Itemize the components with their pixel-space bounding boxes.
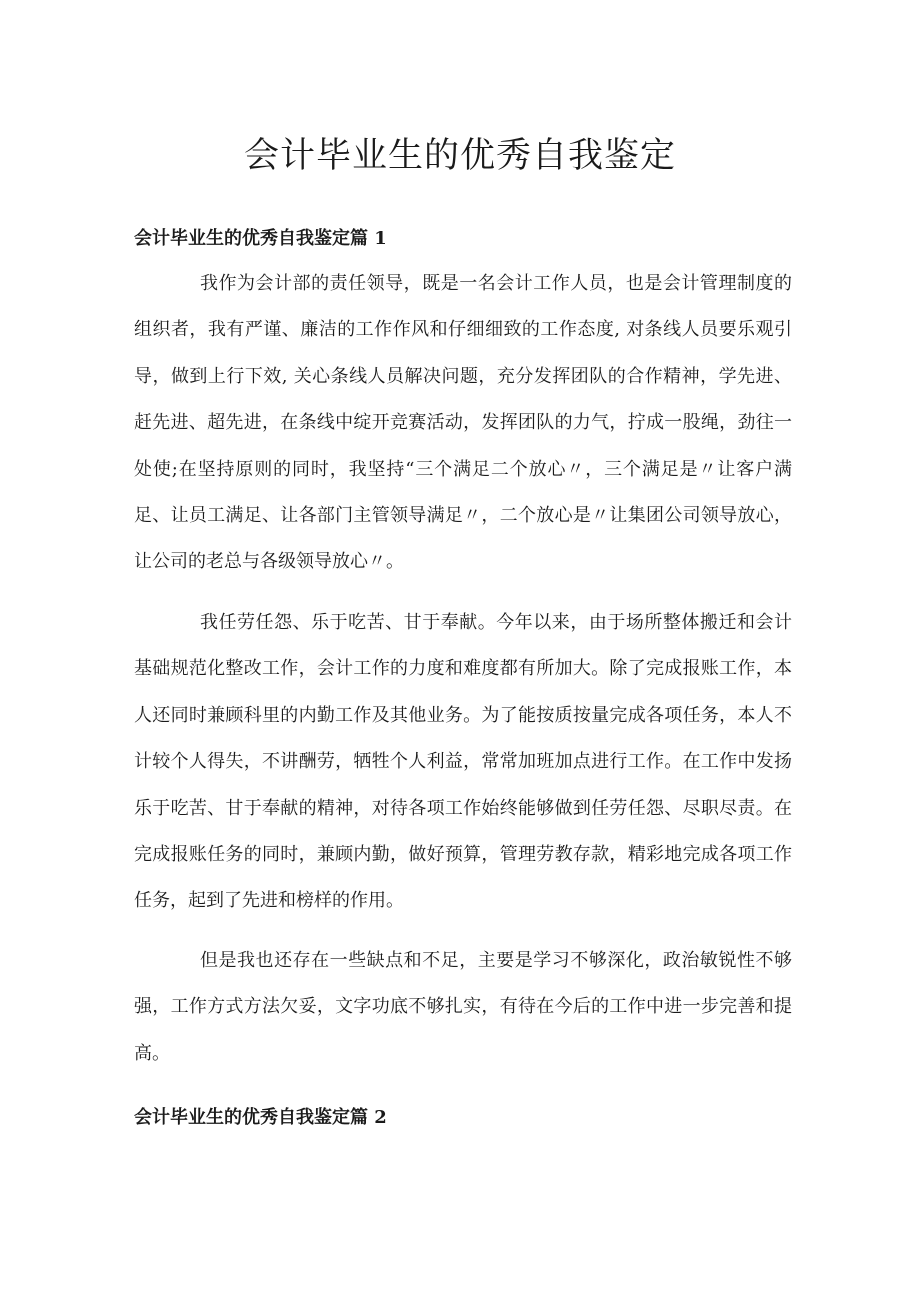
section-heading-1: 会计毕业生的优秀自我鉴定篇 1 <box>134 228 387 249</box>
document-title: 会计毕业生的优秀自我鉴定 <box>243 136 676 176</box>
paragraph-1: 我作为会计部的责任领导，既是一名会计工作人员，也是会计管理制度的组织者，我有严谨、廉洁的工作作风和仔细细致的工作态度, 对条线人员要乐观引导，做到上行下效, 关心条线人员解决问题，充分发挥团队的合作精神，学先进、赶先进、超先进，在条线中绽开竞赛活动，发挥团队的力气，拧成一股绳，劲往一处使;在坚持原则的同时，我坚持“三个满足二个放心〃，三个满足是〃让客户满足、让员工满足、让各部门主管领导满足〃，二个放心是〃让集团公司领导放心，让公司的老总与各级领导放心〃。 <box>134 273 792 573</box>
paragraph-2: 我任劳任怨、乐于吃苦、甘于奉献。今年以来，由于场所整体搬迁和会计基础规范化整改工作，会计工作的力度和难度都有所加大。除了完成报账工作，本人还同时兼顾科里的内勤工作及其他业务。为了能按质按量完成各项任务，本人不计较个人得失，不讲酬劳，牺牲个人利益，常常加班加点进行工作。在工作中发扬乐于吃苦、甘于奉献的精神，对待各项工作始终能够做到任劳任怨、尽职尽责。在完成报账任务的同时，兼顾内勤，做好预算，管理劳教存款，精彩地完成各项工作任务，起到了先进和榜样的作用。 <box>134 612 792 912</box>
section-heading-2: 会计毕业生的优秀自我鉴定篇 2 <box>134 1107 387 1128</box>
paragraph-3: 但是我也还存在一些缺点和不足，主要是学习不够深化，政治敏锐性不够强，工作方式方法欠妥，文字功底不够扎实，有待在今后的工作中进一步完善和提高。 <box>134 950 792 1064</box>
